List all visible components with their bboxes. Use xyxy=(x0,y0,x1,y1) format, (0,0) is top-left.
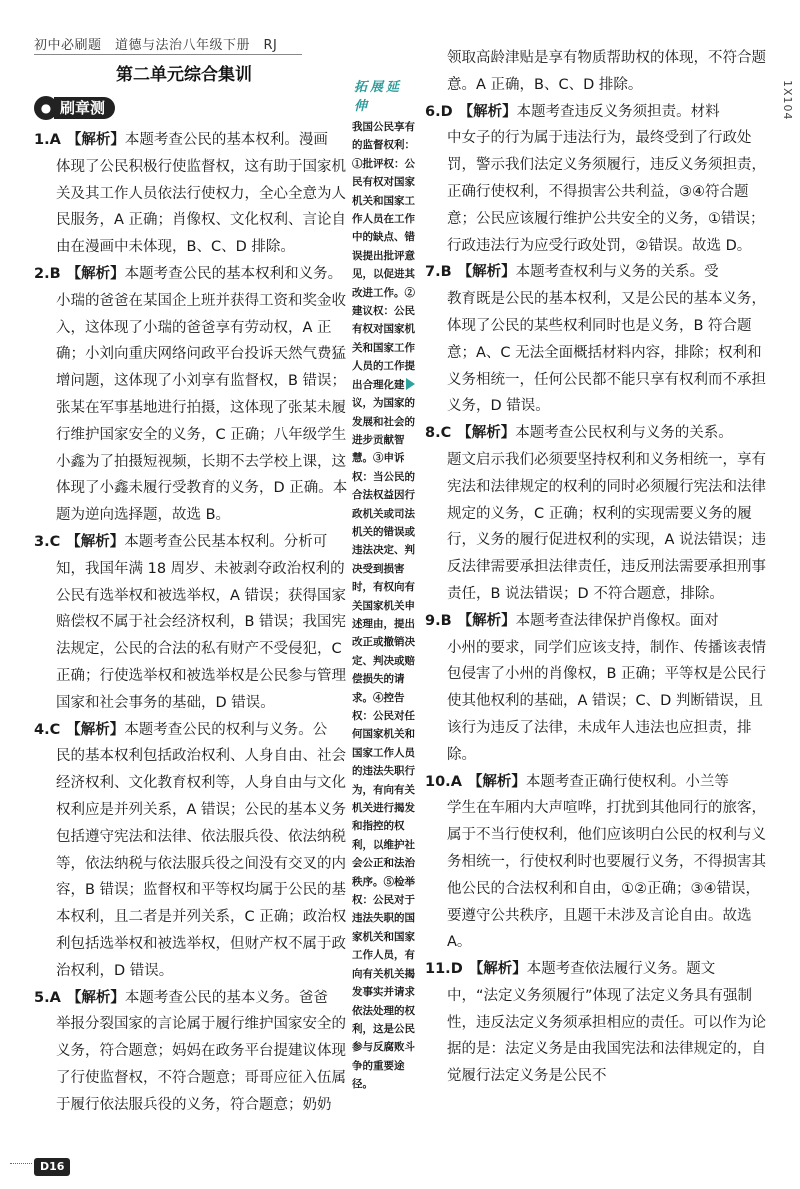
question-10 xyxy=(425,769,770,957)
question-number: 5. xyxy=(34,989,50,1006)
answer-letter: D xyxy=(450,961,463,978)
analysis-tag: 【解析】 xyxy=(457,264,516,281)
question-first-line: 本题考查公民的权利与义务。公 xyxy=(124,721,328,738)
question-first-line: 本题考查违反义务须担责。材料 xyxy=(516,103,720,120)
question-first-line: 本题考查公民的基本义务。爸爸 xyxy=(124,989,328,1006)
question-3 xyxy=(34,529,348,717)
question-body: 小州的要求，同学们应该支持，制作、传播该表情包侵害了小州的肖像权，B 正确；平等权是公民行使其他权利的基础，A 错误；C、D 判断错误，且该行为违反了法律，未成年人违法也应担责，排除。 xyxy=(447,639,767,763)
question-5 xyxy=(34,985,348,1119)
answer-letter: A xyxy=(450,773,462,790)
question-9 xyxy=(425,608,770,769)
question-11 xyxy=(425,956,770,1090)
question-body: 体现了公民积极行使监督权，这有助于国家机关及其工作人员依法行使权力，全心全意为人民服务，A 正确；肖像权、文化权利、言论自由在漫画中未体现，B、C、D 排除。 xyxy=(56,158,347,256)
question-5-continued xyxy=(425,45,770,99)
sidebar-body: 我国公民享有的监督权利：①批评权：公民有权对国家机关和国家工作人员在工作中的缺点、错误提出批评意见，以促进其改进工作。②建议权：公民有权对国家机关和国家工作人员的工作提出合理化建议，为国家的发展和社会的进步贡献智慧。③申诉权：当公民的合法权益因行政机关或司法机关的错误或违法决定、判决受到损害时，有权向有关国家机关申述理由，提出改正或撤销决定、判决或赔偿损失的请求。④控告权：公民对任何国家机关和国家工作人员的违法失职行为，有向有关机关进行揭发和指控的权利，以维护社会公正和法治秩序。⑤检举权：公民对于违法失职的国家机关和国家工作人员，有向有关机关揭发事实并请求依法处理的权利，这是公民参与反腐败斗争的重要途径。 xyxy=(352,121,415,1091)
badge-label: 刷章测 xyxy=(54,97,115,119)
page-dots xyxy=(10,1163,32,1165)
analysis-tag: 【解析】 xyxy=(468,961,527,978)
page-number: D16 xyxy=(34,1158,70,1176)
answer-letter: A xyxy=(49,132,61,148)
analysis-tag: 【解析】 xyxy=(66,132,125,148)
badge-icon: ● xyxy=(34,96,58,120)
question-body: 中女子的行为属于违法行为，最终受到了行政处罚，警示我们法定义务须履行，违反义务须担责，正确行使权利，不得损害公共利益，③④符合题意；公民应该履行维护公共安全的义务，①错误；行政违法行为应受行政处罚，②错误。故选 D。 xyxy=(447,130,766,254)
question-first-line: 本题考查公民的基本权利。漫画 xyxy=(124,132,328,148)
question-body: 小瑞的爸爸在某国企上班并获得工资和奖金收入，这体现了小瑞的爸爸享有劳动权，A 正确；小刘向重庆网络问政平台投诉天然气费猛增问题，这体现了小刘享有监督权，B 错误；张某在军事基地进行拍摄，这体现了张某未履行维护国家安全的义务，C 正确；八年级学生小鑫为了拍摄短视频，长期不去学校上课，这体现了小鑫未履行受教育的义务，D 正确。本题为逆向选择题，故选 B。 xyxy=(56,292,348,524)
question-body: 题文启示我们必须要坚持权利和义务相统一，享有宪法和法律规定的权利的同时必须履行宪法和法律规定的义务，C 正确；权利的实现需要义务的履行，义务的履行促进权利的实现，A 说法错误；违反法律需要承担法律责任，违反刑法需要承担刑事责任，B 说法错误；D 不符合题意，排除。 xyxy=(447,451,767,602)
answer-letter: B xyxy=(49,265,61,282)
question-body: 中，“法定义务须履行”体现了法定义务具有强制性，违反法定义务须承担相应的责任。可以作为论据的是：法定义务是由我国宪法和法律规定的，自觉履行法定义务是公民不 xyxy=(447,987,766,1085)
question-first-line: 本题考查依法履行义务。题文 xyxy=(526,961,716,978)
answer-letter: C xyxy=(440,425,452,442)
question-body: 教育既是公民的基本权利，又是公民的基本义务，体现了公民的某些权利同时也是义务，B 符合题意；A、C 无法全面概括材料内容，排除；权利和义务相统一，任何公民都不能只享有权利而不承担义务，D 错误。 xyxy=(447,291,766,415)
right-column xyxy=(425,45,770,1090)
question-number: 10. xyxy=(425,773,451,790)
analysis-tag: 【解析】 xyxy=(66,265,125,282)
analysis-tag: 【解析】 xyxy=(457,425,516,442)
sidebar-pointer-icon xyxy=(406,378,415,390)
question-first-line: 本题考查权利与义务的关系。受 xyxy=(515,264,719,281)
question-body: 领取高龄津贴是享有物质帮助权的体现，不符合题意。A 正确，B、C、D 排除。 xyxy=(447,50,766,93)
question-6 xyxy=(425,99,770,260)
question-number: 8. xyxy=(425,425,441,442)
answer-letter: B xyxy=(440,264,452,281)
question-first-line: 本题考查公民基本权利。分析可 xyxy=(124,533,328,550)
analysis-tag: 【解析】 xyxy=(66,989,125,1006)
question-body: 知，我国年满 18 周岁、未被剥夺政治权利的公民有选举权和被选举权，A 错误；获得国家赔偿权不属于社会经济权利，B 错误；我国宪法规定，公民的合法的私有财产不受侵犯，C 正确；行使选举权和被选举权是公民参与管理国家和社会事务的基础，D 错误。 xyxy=(56,560,347,711)
question-number: 3. xyxy=(34,533,50,550)
analysis-tag: 【解析】 xyxy=(66,721,125,738)
answer-letter: A xyxy=(49,989,61,1006)
question-number: 4. xyxy=(34,721,50,738)
question-7 xyxy=(425,259,770,420)
answer-letter: D xyxy=(440,103,453,120)
question-body: 民的基本权利包括政治权利、人身自由、社会经济权利、文化教育权利等，人身自由与文化权利应是并列关系，A 错误；公民的基本义务包括遵守宪法和法律、依法服兵役、依法纳税等，依法纳税与依法服兵役之间没有交叉的内容，B 错误；监督权和平等权均属于公民的基本权利，且二者是并列关系，C 正确；政治权利包括选举权和被选举权，但财产权不属于政治权利，D 错误。 xyxy=(56,748,347,979)
question-body: 举报分裂国家的言论属于履行维护国家安全的义务，符合题意；妈妈在政务平台提建议体现了行使监督权，不符合题意；哥哥应征入伍属于履行依法服兵役的义务，符合题意；奶奶 xyxy=(56,1016,346,1113)
answer-letter: C xyxy=(49,533,61,550)
question-4 xyxy=(34,717,348,985)
question-first-line: 本题考查正确行使权利。小兰等 xyxy=(525,773,729,790)
question-first-line: 本题考查公民的基本权利和义务。 xyxy=(124,265,343,282)
question-2 xyxy=(34,261,348,529)
question-first-line: 本题考查法律保护肖像权。面对 xyxy=(515,612,719,629)
edge-code: 1X104 xyxy=(781,80,794,121)
question-number: 11. xyxy=(425,961,451,978)
header-rule xyxy=(34,54,302,55)
page-header xyxy=(34,34,304,58)
section-title: 第二单元综合集训 xyxy=(116,65,252,85)
question-first-line: 本题考查公民权利与义务的关系。 xyxy=(515,425,733,442)
question-number: 6. xyxy=(425,103,441,120)
question-body: 学生在车厢内大声喧哗，打扰到其他同行的旅客，属于不当行使权利，他们应该明白公民的权利与义务相统一，行使权利时也要履行义务，不得损害其他公民的合法权利和自由，①②正确；③④错误，要遵守公共秩序，且题干未涉及言论自由。故选 A。 xyxy=(447,800,766,951)
question-1 xyxy=(34,127,348,261)
analysis-tag: 【解析】 xyxy=(458,103,517,120)
question-8 xyxy=(425,420,770,608)
answer-letter: B xyxy=(440,612,452,629)
question-number: 7. xyxy=(425,264,441,281)
question-number: 2. xyxy=(34,265,50,282)
answer-letter: C xyxy=(49,721,61,738)
extension-sidebar xyxy=(352,76,416,1136)
question-number: 9. xyxy=(425,612,441,629)
analysis-tag: 【解析】 xyxy=(457,612,516,629)
analysis-tag: 【解析】 xyxy=(66,533,125,550)
question-number: 1. xyxy=(34,132,50,148)
header-text: 初中必刷题 道德与法治八年级下册 RJ xyxy=(34,38,278,53)
analysis-tag: 【解析】 xyxy=(467,773,526,790)
left-column xyxy=(34,127,348,1118)
chapter-test-badge xyxy=(34,96,138,120)
sidebar-title: 拓展延伸 xyxy=(354,80,403,114)
